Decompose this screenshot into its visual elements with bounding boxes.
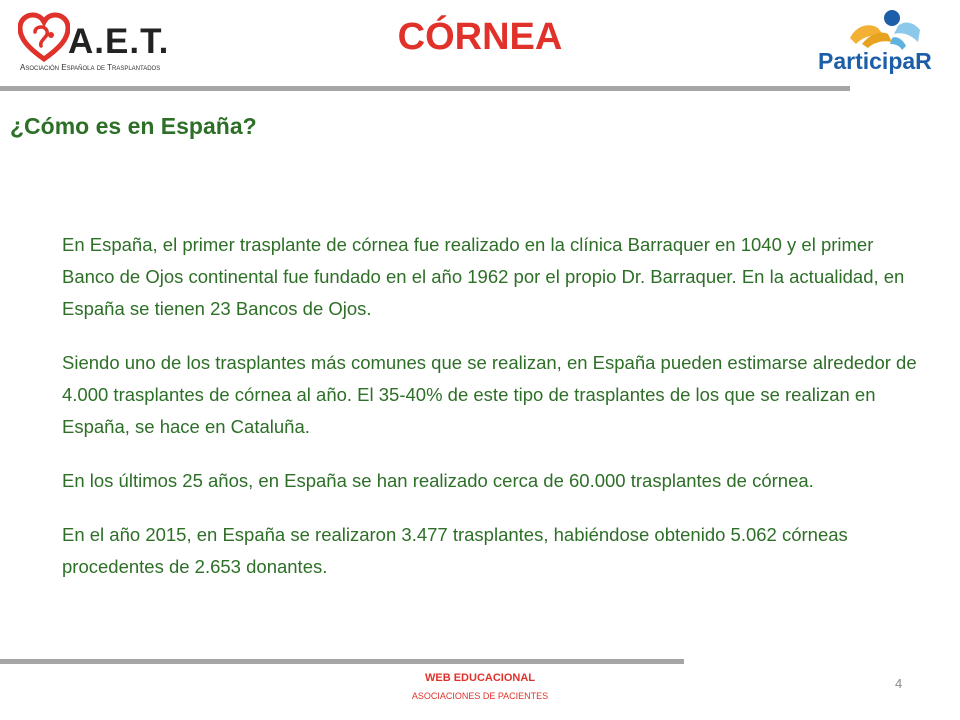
paragraph-annual-transplants: Siendo uno de los trasplantes más comunes que se realizan, en España pueden estimarse alrededor de 4.000 trasplantes de córnea al año. El 35-40% de este tipo de trasplantes de los que se realizan en España, se hace en Cataluña. <box>62 352 917 437</box>
footer-divider <box>0 659 684 664</box>
paragraph-last-25-years: En los últimos 25 años, en España se han realizado cerca de 60.000 trasplantes de córnea. <box>62 470 814 491</box>
header-divider <box>0 86 850 91</box>
footer-subtitle: ASOCIACIONES DE PACIENTES <box>411 691 549 701</box>
paragraph-history: En España, el primer trasplante de córnea fue realizado en la clínica Barraquer en 1040 y el primer Banco de Ojos continental fue fundado en el año 1962 por el propio Dr. Barraquer. En la actualidad, en España se tienen 23 Bancos de Ojos. <box>62 234 905 319</box>
section-heading: ¿Cómo es en España? <box>10 113 257 139</box>
aet-logo-text: A.E.T. <box>68 22 170 61</box>
page-number: 4 <box>895 676 903 691</box>
participar-logo <box>818 8 942 78</box>
participar-logo-text: ParticipaR <box>818 48 932 74</box>
hands-icon <box>840 8 930 52</box>
footer-title: WEB EDUCACIONAL <box>425 672 535 684</box>
aet-logo-subtitle: Asociación Española de Trasplantados <box>20 63 161 72</box>
page-title: CÓRNEA <box>397 16 563 58</box>
paragraph-2015-stats: En el año 2015, en España se realizaron 3.477 trasplantes, habiéndose obtenido 5.062 córneas procedentes de 2.653 donantes. <box>62 524 848 577</box>
content-body <box>62 229 920 605</box>
